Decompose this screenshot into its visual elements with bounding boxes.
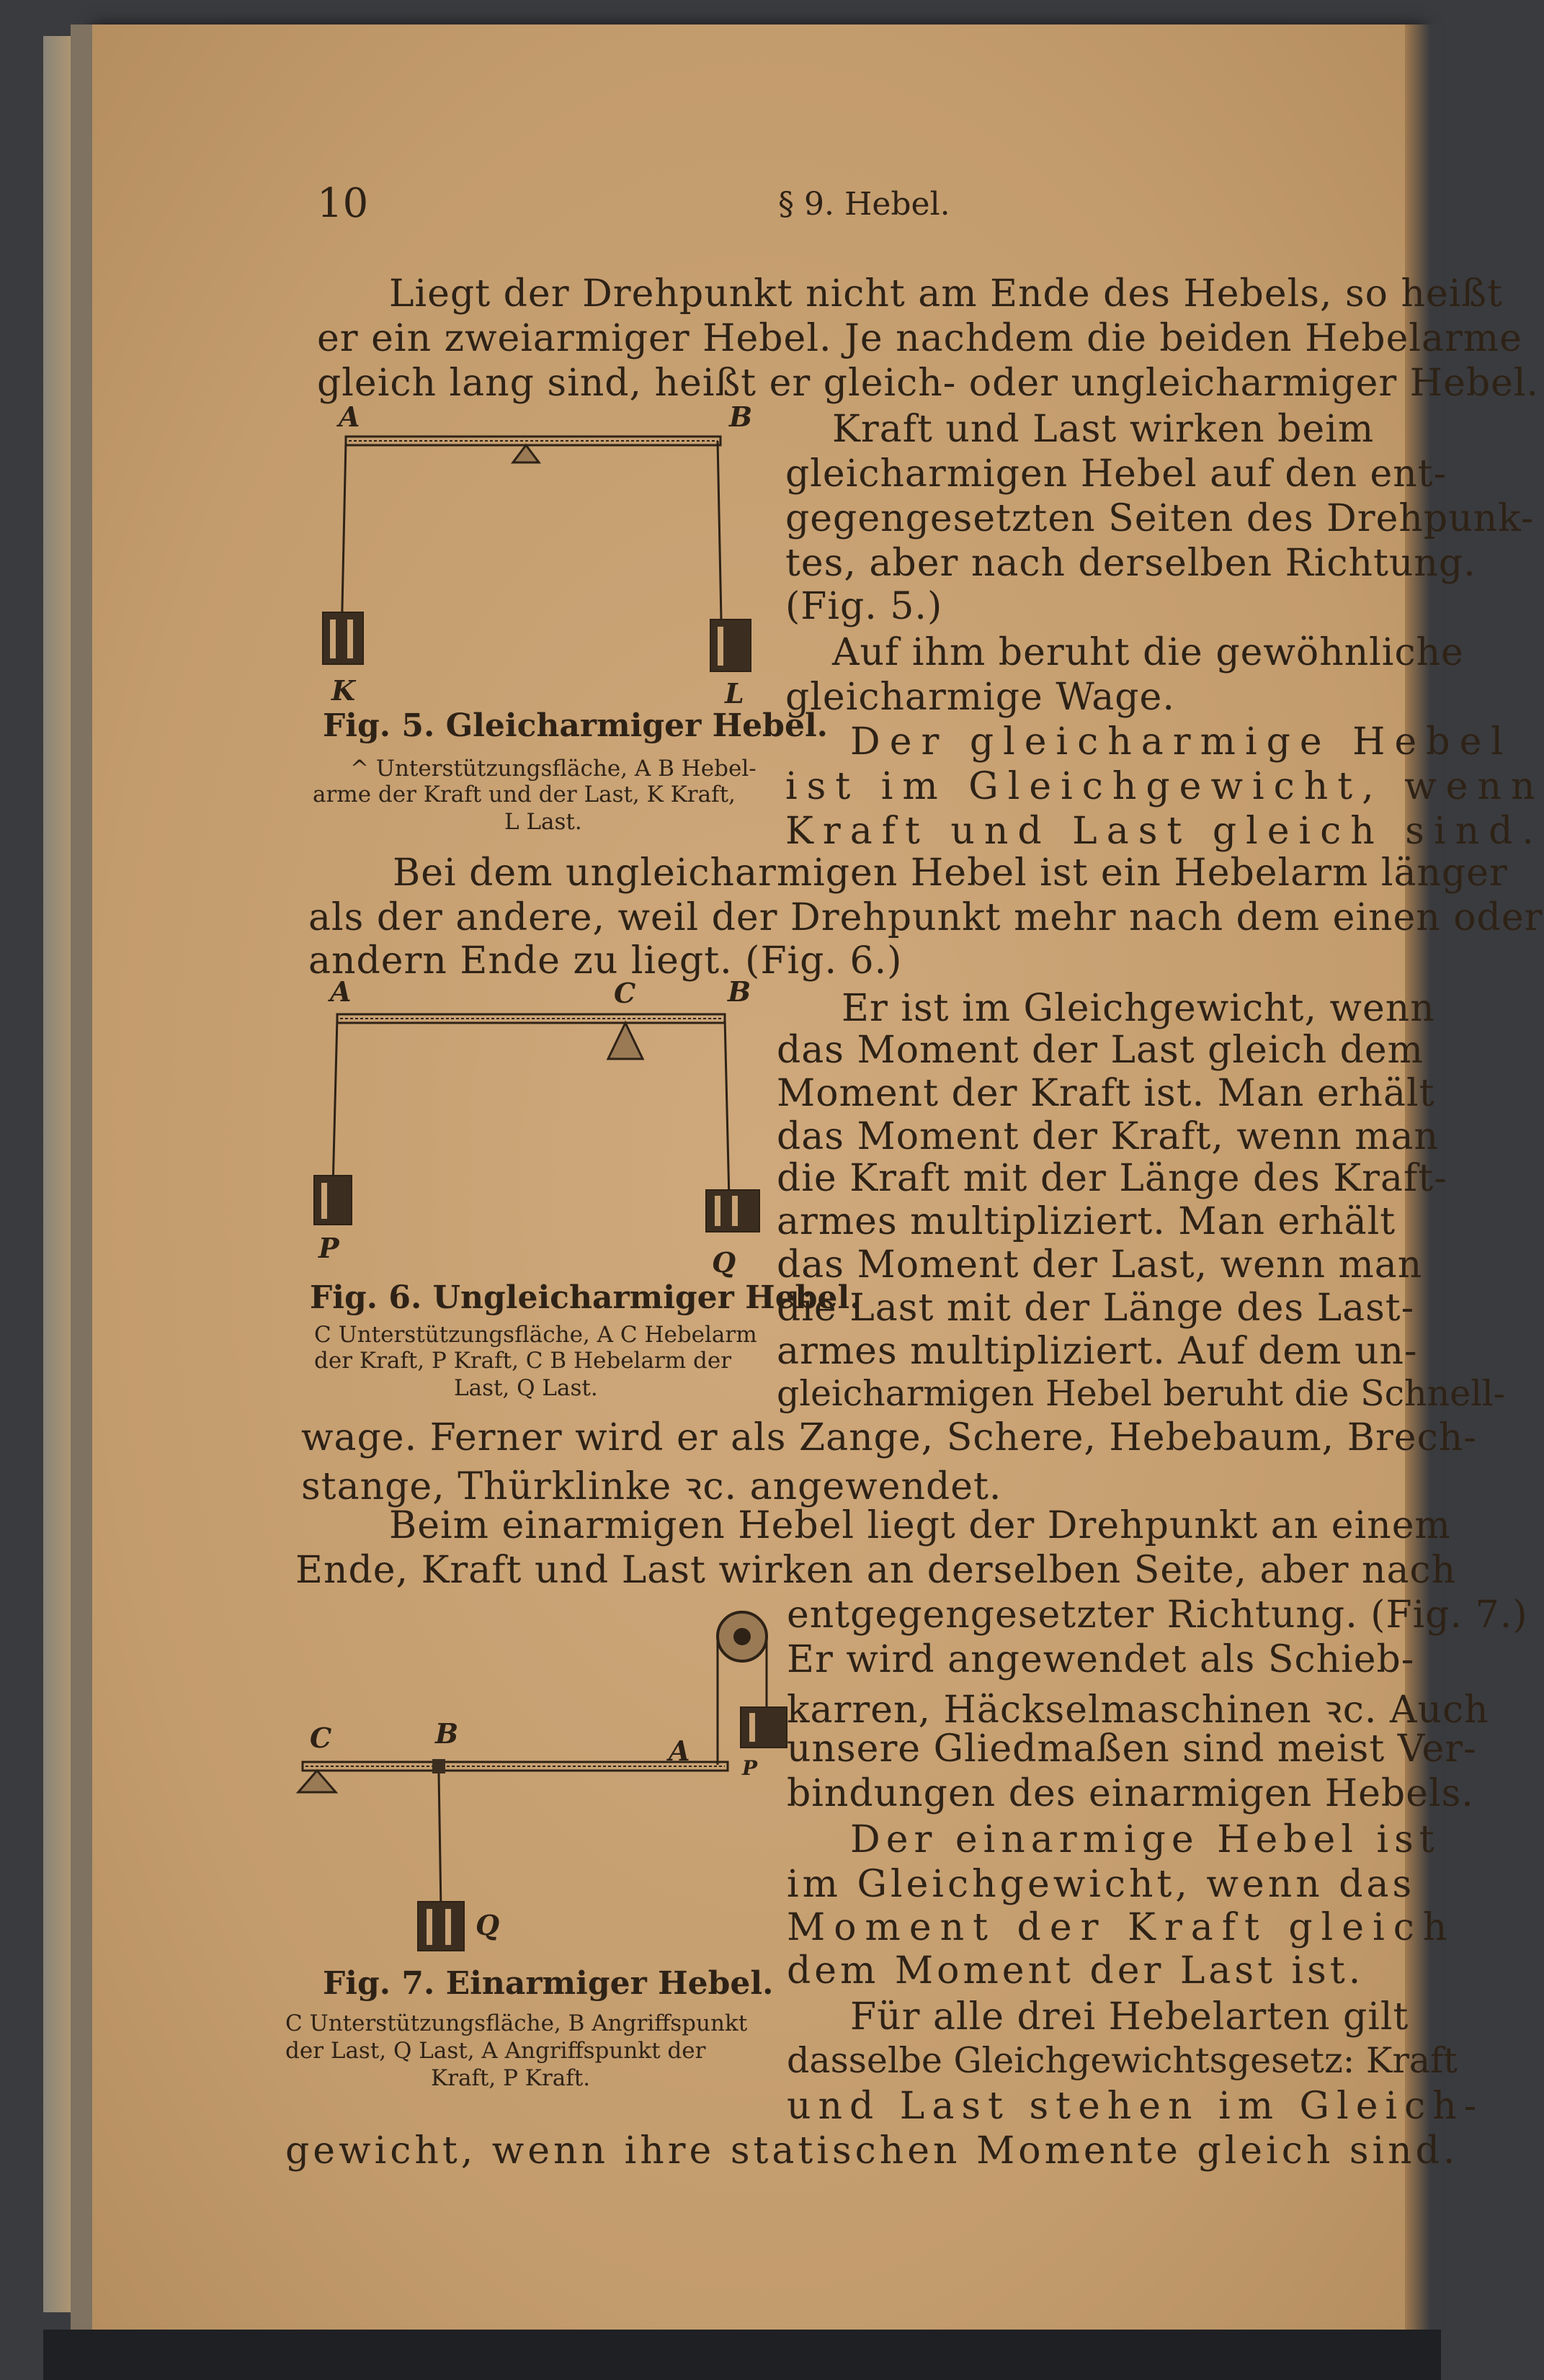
para6-line12: stange, Thürklinke ꝛc. angewendet.: [301, 1465, 1002, 1508]
para6-line6: armes multipliziert. Man erhält: [777, 1200, 1396, 1243]
page-number: 10: [317, 180, 369, 227]
para9-line2: im Gleichgewicht, wenn das: [787, 1863, 1416, 1906]
para6-line3: Moment der Kraft ist. Man erhält: [777, 1072, 1435, 1115]
para5-line2: als der andere, weil der Drehpunkt mehr nach dem einen oder: [308, 896, 1543, 939]
fig6-label-b: B: [728, 975, 751, 1008]
fig7-legend-line1: C Unterstützungsfläche, B Angriffspunkt: [285, 2010, 748, 2036]
para2-line1: Kraft und Last wirken beim: [832, 408, 1375, 451]
para6-line2: das Moment der Last gleich dem: [777, 1029, 1424, 1072]
fig5-label-l: L: [725, 677, 744, 710]
para3-line1: Auf ihm beruht die gewöhnliche: [832, 631, 1464, 674]
fig6-label-p: P: [318, 1232, 339, 1264]
fig7-label-b: B: [435, 1717, 459, 1750]
fig5-label-b: B: [729, 401, 753, 433]
fig7-label-q: Q: [476, 1909, 500, 1941]
fig5-legend-line1: ^ Unterstützungsfläche, A B Hebel-: [350, 756, 757, 782]
para9-line4: dem Moment der Last ist.: [787, 1949, 1365, 1992]
fig7-legend-line2: der Last, Q Last, A Angriffspunkt der: [285, 2038, 706, 2064]
para7-line2: Ende, Kraft und Last wirken an derselben Seite, aber nach: [295, 1549, 1457, 1592]
fig5-label-a: A: [339, 401, 360, 433]
fig7-legend-line3: Kraft, P Kraft.: [431, 2065, 591, 2091]
fig6-legend-line3: Last, Q Last.: [454, 1375, 598, 1401]
para4-line1: Der gleicharmige Hebel: [850, 720, 1512, 764]
fig5-diagram: [310, 411, 757, 713]
book-edge-bottom: [43, 2330, 1441, 2380]
fig7-label-p: P: [742, 1756, 758, 1780]
fig6-label-a: A: [330, 975, 352, 1008]
para2-line2: gleicharmigen Hebel auf den ent-: [785, 452, 1447, 496]
para7-line1: Beim einarmigen Hebel liegt der Drehpunkt an einem: [389, 1504, 1451, 1547]
para4-line3: Kraft und Last gleich sind.: [785, 810, 1543, 853]
para6-line4: das Moment der Kraft, wenn man: [777, 1115, 1440, 1158]
para8-line2: Er wird angewendet als Schieb-: [787, 1638, 1415, 1681]
fig7-diagram: [288, 1592, 793, 1967]
para6-line9: armes multipliziert. Auf dem un-: [777, 1330, 1418, 1373]
para2-line3: gegengesetzten Seiten des Drehpunk-: [785, 497, 1535, 540]
fig5-caption: Fig. 5. Gleicharmiger Hebel.: [323, 707, 828, 744]
para4-line2: ist im Gleichgewicht, wenn: [785, 765, 1544, 808]
para6-line7: das Moment der Last, wenn man: [777, 1243, 1423, 1287]
para2-line4: tes, aber nach derselben Richtung.: [785, 542, 1476, 585]
para1-line3: gleich lang sind, heißt er gleich- oder ungleicharmiger Hebel.: [317, 362, 1540, 405]
fig6-legend-line2: der Kraft, P Kraft, C B Hebelarm der: [314, 1348, 732, 1374]
fig6-legend-line1: C Unterstützungsfläche, A C Hebelarm: [314, 1322, 757, 1348]
para8-line1: entgegengesetzter Richtung. (Fig. 7.): [787, 1593, 1528, 1637]
fig6-label-q: Q: [712, 1246, 736, 1279]
fig5-legend-line3: L Last.: [504, 809, 582, 835]
para1-line1: Liegt der Drehpunkt nicht am Ende des Hebels, so heißt: [389, 272, 1504, 316]
fig7-label-a: A: [669, 1735, 690, 1767]
fig7-label-c: C: [310, 1722, 332, 1754]
fig7-caption: Fig. 7. Einarmiger Hebel.: [323, 1965, 774, 2002]
para5-line3: andern Ende zu liegt. (Fig. 6.): [308, 939, 903, 983]
para5-line1: Bei dem ungleicharmigen Hebel ist ein Hebelarm länger: [393, 851, 1508, 895]
para3-line2: gleicharmige Wage.: [785, 676, 1175, 719]
para1-line2: er ein zweiarmiger Hebel. Je nachdem die beiden Hebelarme: [317, 317, 1522, 360]
fig6-caption: Fig. 6. Ungleicharmiger Hebel.: [310, 1279, 861, 1316]
para10-line2: dasselbe Gleichgewichtsgesetz: Kraft: [787, 2040, 1458, 2081]
para6-line8: die Last mit der Länge des Last-: [777, 1287, 1415, 1330]
para6-line1: Er ist im Gleichgewicht, wenn: [842, 987, 1435, 1030]
para9-line3: Moment der Kraft gleich: [787, 1906, 1456, 1949]
para6-line11: wage. Ferner wird er als Zange, Schere, Hebebaum, Brech-: [301, 1416, 1477, 1459]
para6-line5: die Kraft mit der Länge des Kraft-: [777, 1157, 1447, 1200]
para8-line3: karren, Häckselmaschinen ꝛc. Auch: [787, 1688, 1489, 1732]
fig6-label-c: C: [614, 977, 636, 1009]
para10-line1: Für alle drei Hebelarten gilt: [850, 1995, 1409, 2039]
para8-line5: bindungen des einarmigen Hebels.: [787, 1772, 1474, 1815]
para10-line3: und Last stehen im Gleich-: [787, 2085, 1484, 2128]
para2-line5: (Fig. 5.): [785, 585, 943, 628]
para6-line10: gleicharmigen Hebel beruht die Schnell-: [777, 1373, 1506, 1414]
fig5-legend-line2: arme der Kraft und der Last, K Kraft,: [313, 782, 736, 808]
page-header: § 9. Hebel.: [778, 186, 950, 223]
para10-line4: gewicht, wenn ihre statischen Momente gleich sind.: [285, 2129, 1459, 2173]
fig6-diagram: [303, 987, 764, 1253]
para8-line4: unsere Gliedmaßen sind meist Ver-: [787, 1727, 1477, 1771]
fig5-label-k: K: [331, 674, 356, 707]
para9-line1: Der einarmige Hebel ist: [850, 1818, 1440, 1861]
